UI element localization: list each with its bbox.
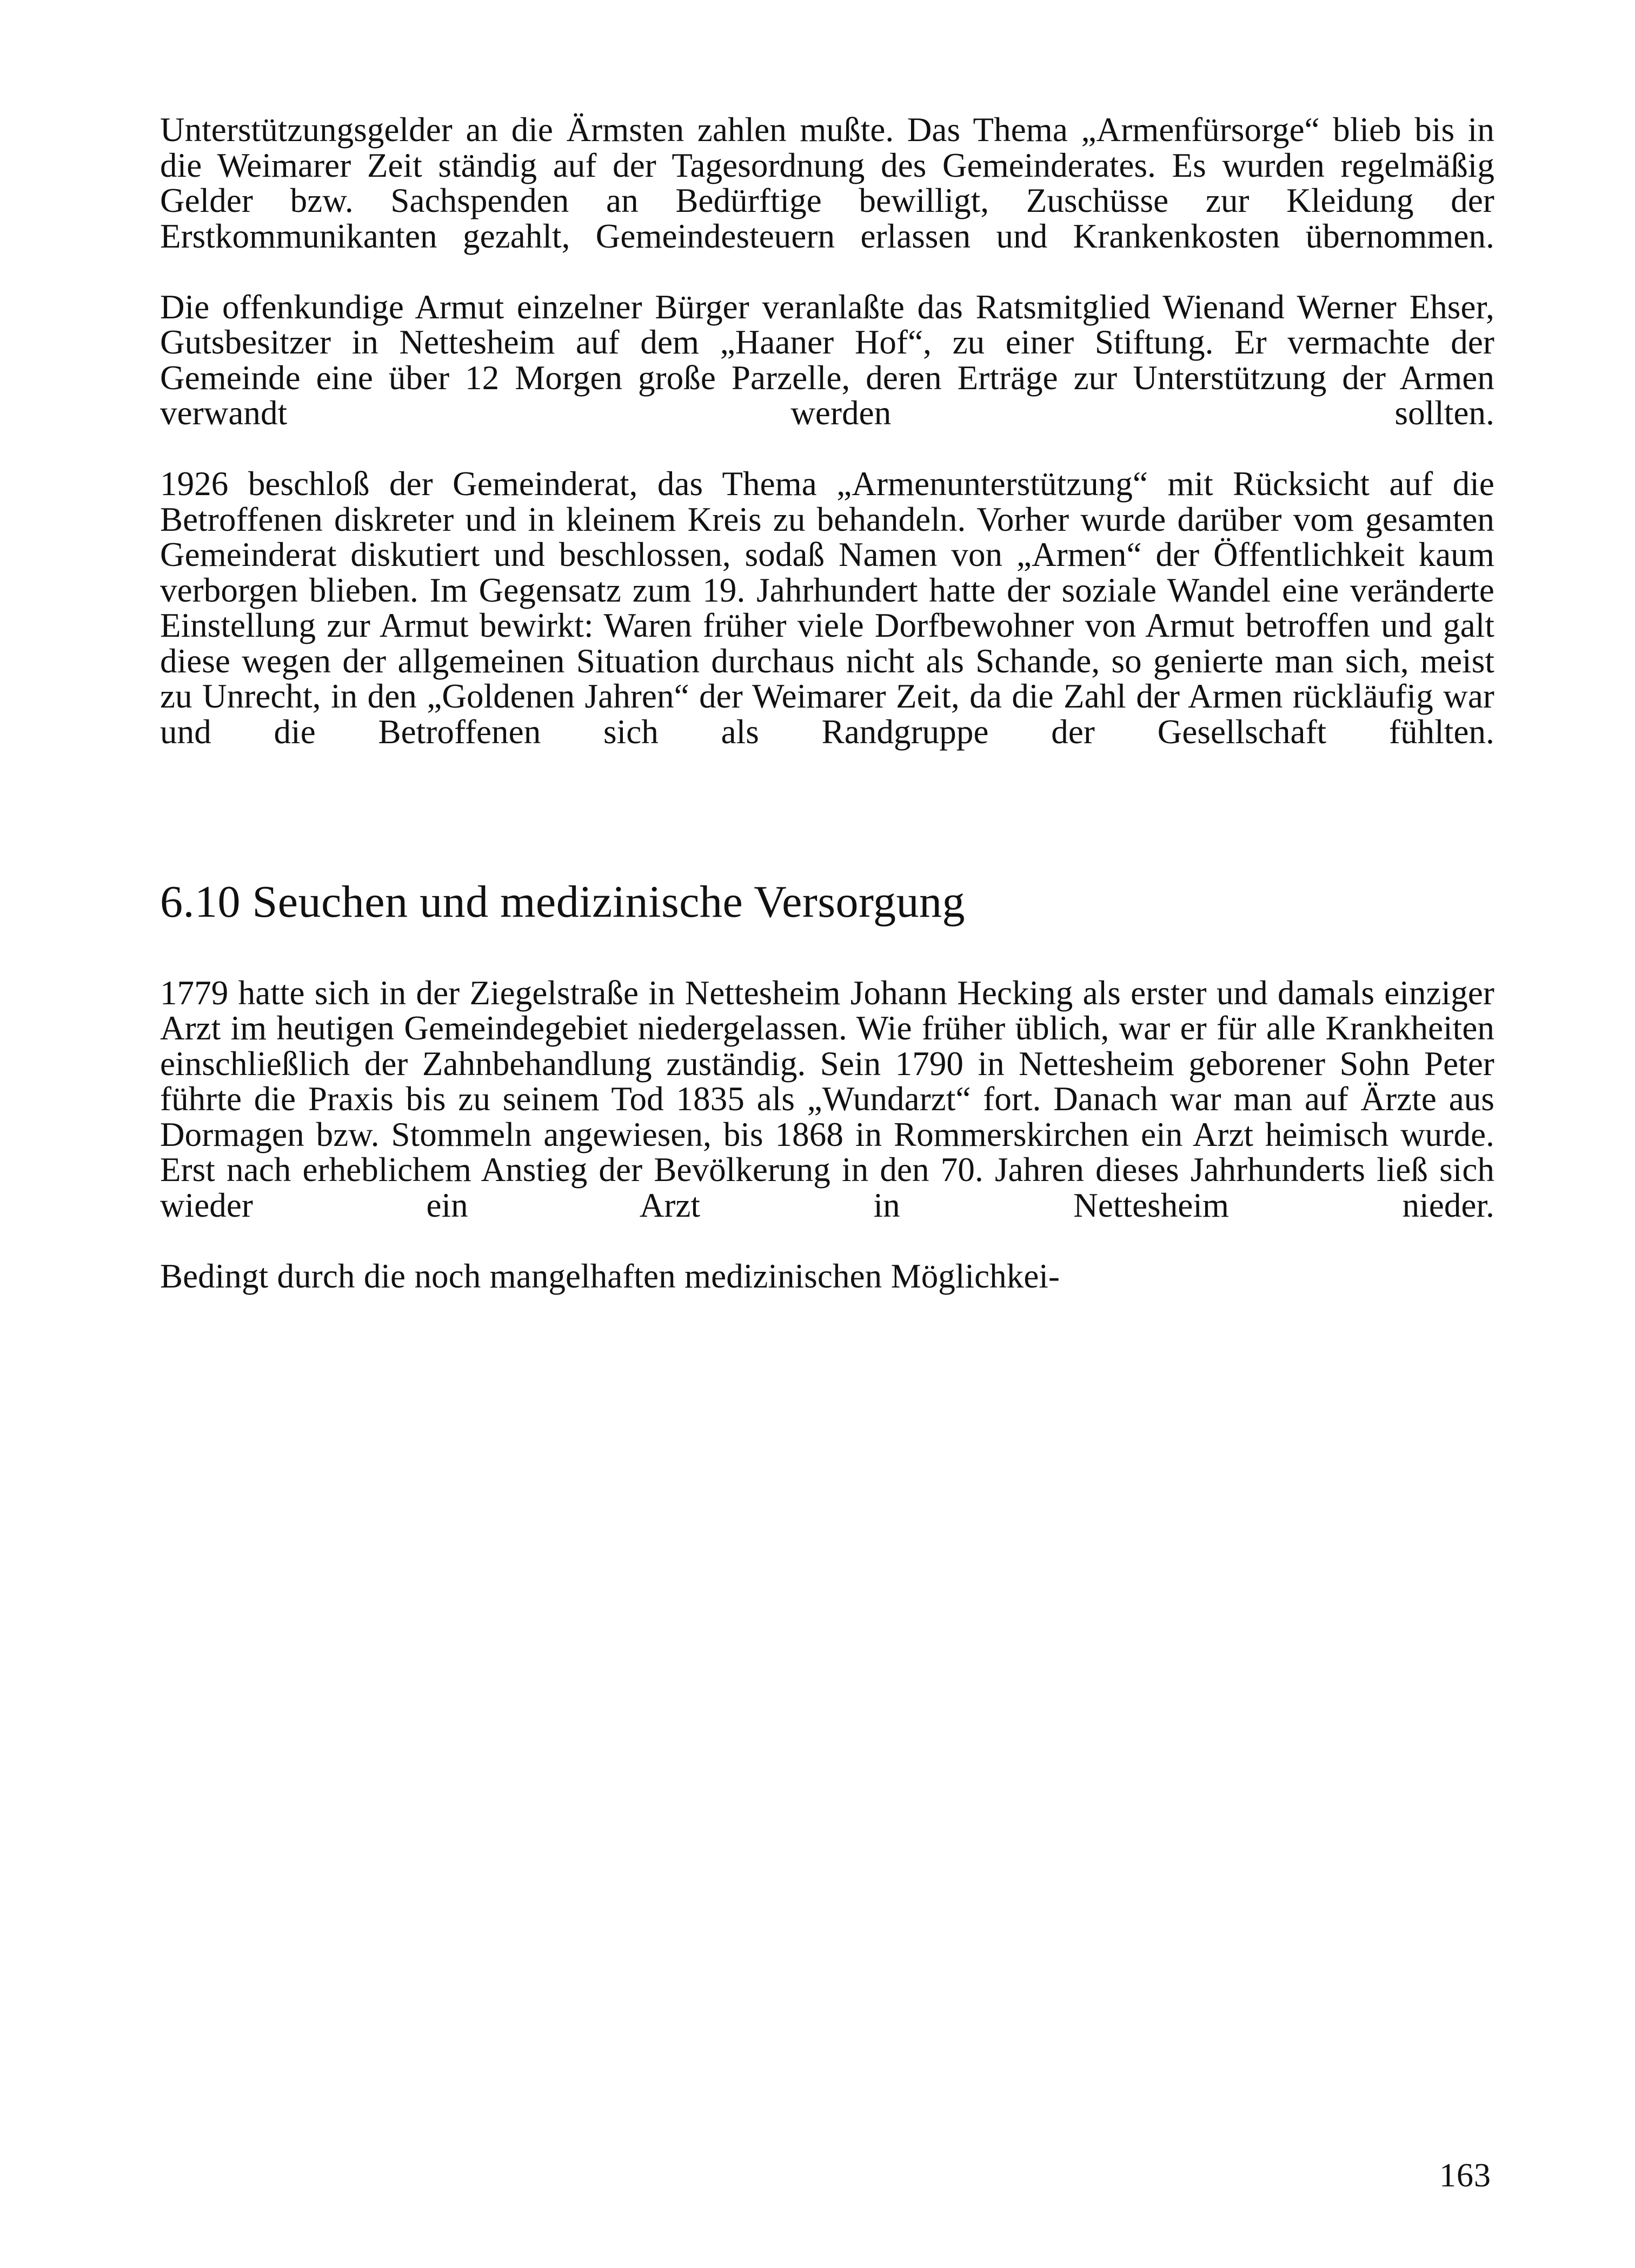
paragraph-ehser-stiftung: Die offenkundige Armut einzelner Bürger veranlaßte das Ratsmitglied Wienand Werner Ehser, Gutsbesitzer in Nettesheim auf dem „Haaner Hof“, zu einer Stiftung. Er vermachte der Gemeinde eine über 12 Morgen große Parzelle, deren Erträge zur Unterstützung der Armen verwandt werden sollten. [160,288,1494,432]
paragraph-armenfuersorge: Unterstützungsgelder an die Ärmsten zahlen mußte. Das Thema „Armenfürsorge“ blieb bis in die Weimarer Zeit ständig auf der Tagesordnung des Gemeinderates. Es wurden regelmäßig Gelder bzw. Sachspenden an Bedürftige bewilligt, Zuschüsse zur Kleidung der Erstkommunikanten gezahlt, Gemeindesteuern erlassen und Krankenkosten übernommen. [160,111,1494,255]
heading-spacer-below [160,927,1494,976]
paragraph-armenunterstuetzung-1926: 1926 beschloß der Gemeinderat, das Thema „Armenunterstützung“ mit Rücksicht auf die Betroffenen diskreter und in kleinem Kreis zu behandeln. Vorher wurde darüber vom gesamten Gemeinderat diskutiert und beschlossen, sodaß Namen von „Armen“ der Öffentlichkeit kaum verborgen blieben. Im Gegensatz zum 19. Jahrhundert hatte der soziale Wandel eine veränderte Einstellung zur Armut bewirkt: Waren früher viele Dorfbewohner von Armut betroffen und galt diese wegen der allgemeinen Situation durchaus nicht als Schande, so genierte man sich, meist zu Unrecht, in den „Goldenen Jahren“ der Weimarer Zeit, da die Zahl der Armen rückläufig war und die Betroffenen sich als Randgruppe der Gesellschaft fühlten. [160,465,1494,751]
paragraph-medizinische-moeglichkeiten: Bedingt durch die noch mangelhaften medizinischen Möglichkei- [160,1257,1060,1295]
paragraph-arzt-hecking: 1779 hatte sich in der Ziegelstraße in Nettesheim Johann Hecking als erster und damals einziger Arzt im heutigen Gemeindegebiet niedergelassen. Wie früher üblich, war er für alle Krankheiten einschließlich der Zahnbehandlung zuständig. Sein 1790 in Nettesheim geborener Sohn Peter führte die Praxis bis zu seinem Tod 1835 als „Wundarzt“ fort. Danach war man auf Ärzte aus Dormagen bzw. Stommeln angewiesen, bis 1868 in Rommerskirchen ein Arzt heimisch wurde. Erst nach erheblichem Anstieg der Bevölkerung in den 70. Jahren dieses Jahrhunderts ließ sich wieder ein Arzt in Nettesheim nieder. [160,973,1494,1224]
heading-spacer-above [160,785,1494,877]
page-number: 163 [1439,2157,1491,2194]
section-heading-6-10: 6.10 Seuchen und medizinische Versorgung [160,876,965,927]
text-column [160,112,1494,1294]
